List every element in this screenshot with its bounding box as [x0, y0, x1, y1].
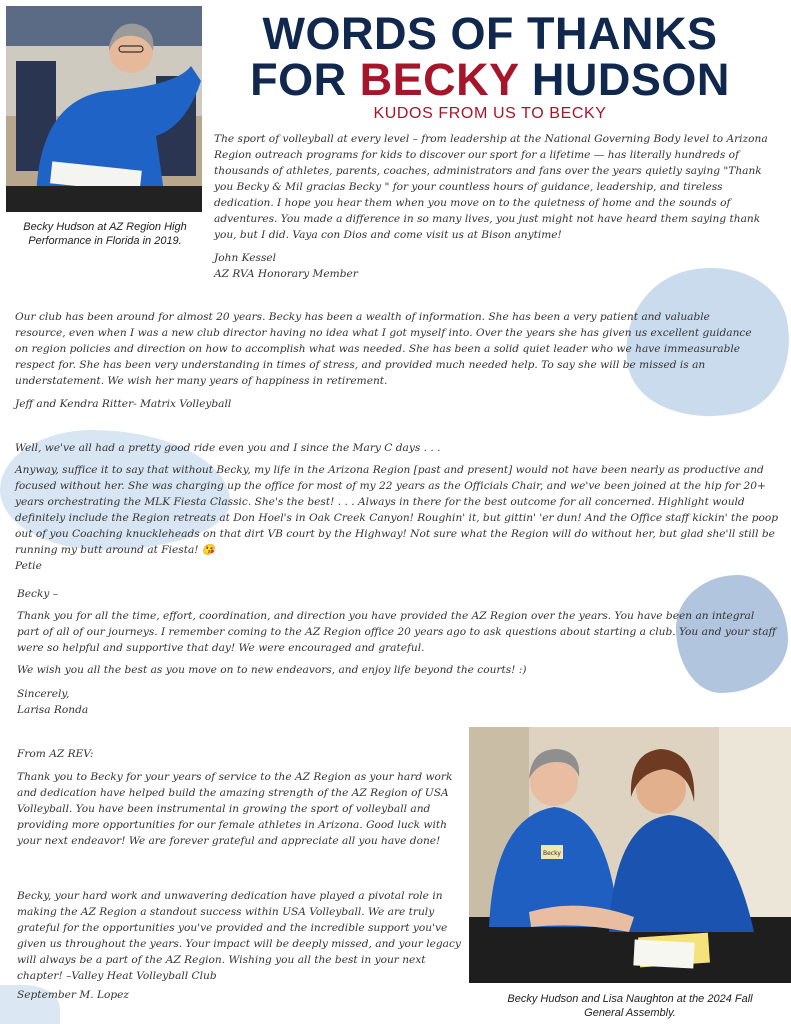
photo-becky-2019 [6, 6, 202, 212]
letter-ritter-signer: Jeff and Kendra Ritter- Matrix Volleyball [15, 398, 232, 410]
letter-petie-body: Anyway, suffice it to say that without Becky, my life in the Arizona Region [past and present] would not have been nearly as productive and focused without her. She was charging up the office for most of my 22 years as the Officials Chair, and we've been joined at the hip for 20+ years orchestrating the MLK Fiesta Classic. She's the best! . . . Always in there for the best outcome for all concerned. Highlight would definitely include the Region retreats at Don Hoel's in Oak Creek Canyon! Roughin' it, but gittin' 'er dun! And the Office staff kickin' the poop out of you Coaching knuckleheads on that dirt VB court by the Highway! Not sure what the Region will do without her, but glad she'll still be running my butt around at Fiesta! 😘 [15, 464, 779, 556]
photo-caption: Becky Hudson at AZ Region High Performance in Florida in 2019. [23, 221, 187, 247]
letter-rev-heading: From AZ REV: [17, 748, 94, 760]
title-name-rest: HUDSON [518, 54, 730, 105]
photo-caption: Becky Hudson and Lisa Naughton at the 2024 Fall General Assembly. [507, 993, 753, 1019]
letter-petie-intro: Well, we've all had a pretty good ride even you and I since the Mary C days . . . [15, 442, 441, 454]
letter-valley-body: Becky, your hard work and unwavering dedication have played a pivotal role in making the AZ Region a standout success within USA Volleyball. We are truly grateful for the opportunities you've provided and the incredible support you've given us throughout the years. Your impact will be deeply missed, and your legacy will always be a part of the AZ Region. Wishing you all the best in your next chapter! –Valley Heat Volleyball Club [17, 890, 461, 982]
page-title [210, 10, 770, 58]
letter-valley-signer: September M. Lopez [17, 989, 129, 1001]
letter-ronda-closing: Sincerely, [17, 688, 70, 700]
letter-ronda-greeting: Becky – [17, 588, 59, 600]
title-for: FOR [250, 54, 360, 105]
title-line-1: WORDS OF THANKS [262, 8, 718, 59]
title-name-highlight: BECKY [359, 54, 519, 105]
letter-kessel-signer-title: AZ RVA Honorary Member [214, 268, 358, 280]
photo-becky-and-lisa-2024 [469, 727, 791, 983]
letter-ronda-signer: Larisa Ronda [17, 704, 89, 716]
photo-becky-and-lisa-illustration [469, 727, 791, 983]
letter-petie-signer: Petie [15, 560, 42, 572]
letter-ritter-body: Our club has been around for almost 20 years. Becky has been a wealth of information. She has been a very patient and valuable resource, even when I was a new club director having no idea what I got myself into. Over the years she has given us excellent guidance on region policies and direction on how to accomplish what was needed. She has been a solid quiet leader who we have immeasurable respect for. She has been very understanding in times of stress, and provided much needed help. To say she will be missed is an understatement. We wish her many years of happiness in retirement. [15, 311, 752, 387]
letter-ronda-body: Thank you for all the time, effort, coordination, and direction you have provided the AZ Region over the years. You have been an integral part of all of our journeys. I remember coming to the AZ Region office 20 years ago to ask questions about starting a club. You and your staff were so helpful and supportive that day! We were encouraged and grateful. [17, 610, 777, 654]
letter-rev-body: Thank you to Becky for your years of service to the AZ Region as your hard work and dedication have helped build the amazing strength of the AZ Region of USA Volleyball. You have been instrumental in growing the sport of volleyball and providing more opportunities for our female athletes in Arizona. Good luck with your next endeavor! We are forever grateful and appreciate all you have done! [17, 771, 453, 847]
photo-becky-2019-illustration [6, 6, 202, 212]
letter-kessel-body: The sport of volleyball at every level – from leadership at the National Governing Body level to Arizona Region outreach programs for kids to discover our sport for a lifetime — has literally hundreds of thousands of athletes, parents, coaches, administrators and fans over the years quietly saying "Thank you Becky & Mil gracias Becky " for your countless hours of guidance, leadership, and tireless dedication. I hope you hear them when you move on to the quietness of home and the sounds of adventures. You made a difference in so many lives, you just might not have heard them saying thank you, but I did. Vaya con Dios and come visit us at Bison anytime! [214, 133, 768, 241]
page-title-line-2 [210, 56, 770, 104]
name-tag-text: Becky [543, 850, 561, 857]
page-subtitle: KUDOS FROM US TO BECKY [373, 105, 607, 122]
letter-kessel-signer: John Kessel [214, 252, 277, 264]
letter-ronda-body-2: We wish you all the best as you move on to new endeavors, and enjoy life beyond the courts! :) [17, 664, 527, 676]
